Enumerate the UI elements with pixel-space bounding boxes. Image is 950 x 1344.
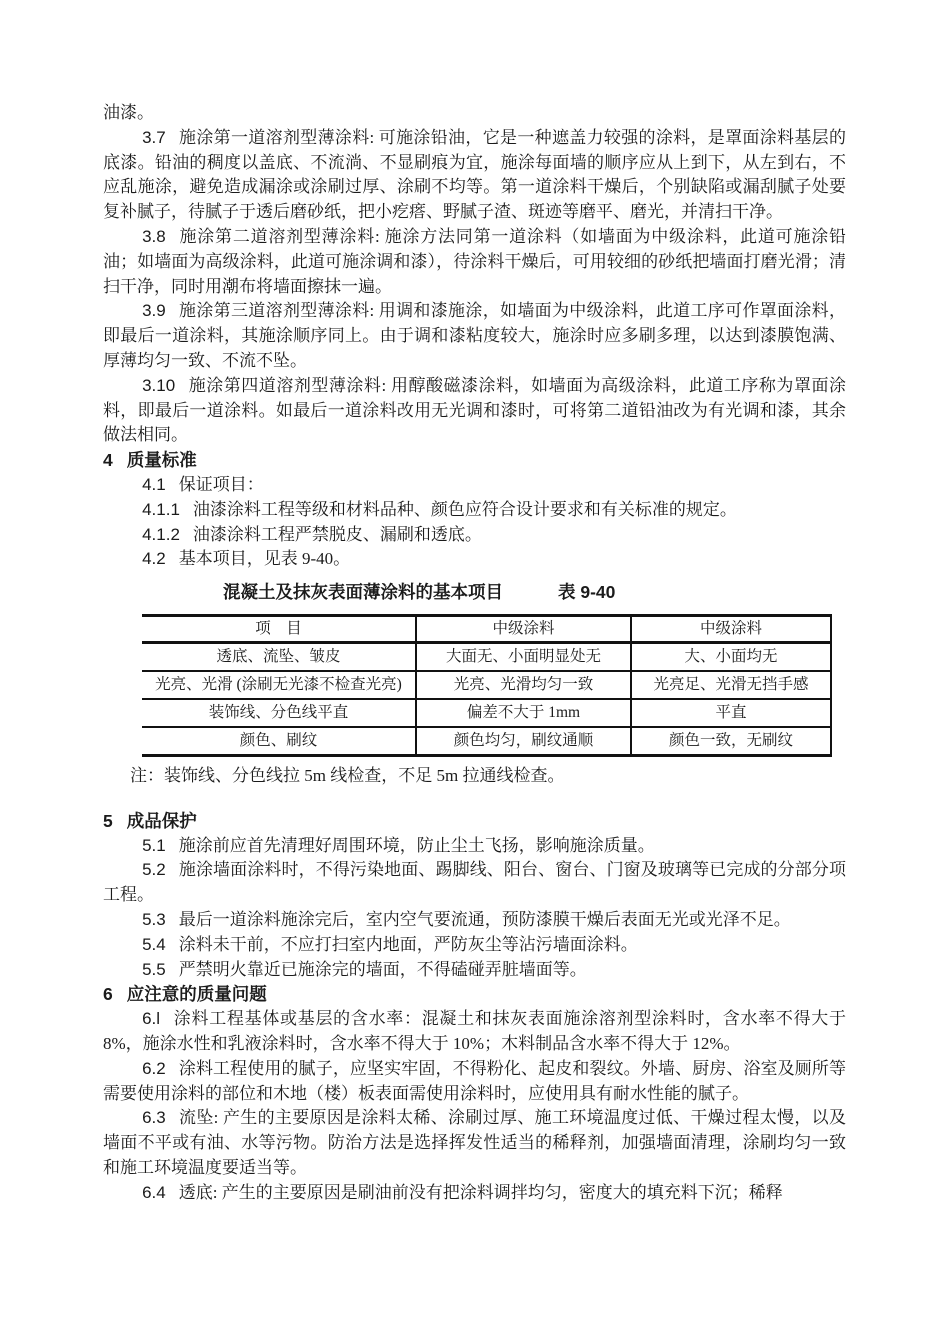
para-3-10 (103, 374, 846, 448)
section-number: 4 (103, 450, 113, 471)
table-row (142, 642, 831, 671)
para-text: 油漆涂料工程等级和材料品种、颜色应符合设计要求和有关标准的规定。 (192, 499, 737, 519)
section-4-heading (103, 448, 846, 473)
para-number: 6.3 (142, 1108, 166, 1128)
para-number: 4.1 (142, 474, 166, 494)
para-text: 严禁明火靠近已施涂完的墙面，不得磕碰弄脏墙面等。 (178, 959, 587, 979)
para-number: 3.7 (142, 127, 166, 147)
basic-items-table (142, 614, 832, 757)
table-row (142, 699, 831, 727)
para-text: 施涂前应首先清理好周围环境，防止尘土飞扬，影响施涂质量。 (178, 835, 655, 855)
para-number: 5.5 (142, 959, 166, 979)
table-header-row (142, 615, 831, 642)
para-number: 4.1.1 (142, 499, 180, 519)
para-number: 6.2 (142, 1058, 166, 1078)
para-text: 施涂第三道溶剂型薄涂料: 用调和漆施涂，如墙面为中级涂料，此道工序可作罩面涂料，即最后一道涂料，其施涂顺序同上。由于调和漆粘度较大，施涂时应多刷多理，以达到漆膜饱满、厚薄均匀一致、不流不坠。 (103, 301, 846, 370)
para-3-7 (103, 126, 846, 225)
para-5-3 (103, 908, 846, 933)
table-header-cell: 中级涂料 (416, 615, 631, 642)
table-cell: 光亮足、光滑无挡手感 (631, 671, 831, 699)
para-number: 5.4 (142, 934, 166, 954)
para-6-1 (103, 1007, 846, 1057)
table-cell: 装饰线、分色线平直 (142, 699, 416, 727)
table-header-cell: 中级涂料 (631, 615, 831, 642)
section-title: 质量标准 (126, 450, 197, 471)
para-5-5 (103, 958, 846, 983)
section-6-heading (103, 982, 846, 1007)
para-3-9 (103, 299, 846, 373)
para-5-1 (103, 834, 846, 859)
section-5-heading (103, 809, 846, 834)
para-text: 保证项目： (178, 474, 264, 494)
para-text: 油漆涂料工程严禁脱皮、漏刷和透底。 (192, 524, 482, 544)
para-4-1-2 (103, 523, 846, 548)
para-text: 施涂第四道溶剂型薄涂料: 用醇酸磁漆涂料，如墙面为高级涂料，此道工序称为罩面涂料，即最后一道涂料。如最后一道涂料改用无光调和漆时，可将第二道铅油改为有光调和漆，其余做法相同。 (103, 375, 846, 445)
para-3-8 (103, 225, 846, 299)
para-text: 涂料未干前，不应打扫室内地面，严防灰尘等沾污墙面涂料。 (178, 934, 638, 954)
para-number: 3.9 (142, 301, 166, 321)
para-text: 涂料工程使用的腻子，应坚实牢固，不得粉化、起皮和裂纹。外墙、厨房、浴室及厕所等需要使用涂料的部位和木地（楼）板表面需使用涂料时，应使用具有耐水性能的腻子。 (103, 1058, 846, 1103)
para-number: 5.1 (142, 835, 166, 855)
para-text: 施涂第二道溶剂型薄涂料: 施涂方法同第一道涂料（如墙面为中级涂料，此道可施涂铅油；如墙面为高级涂料，此道可施涂调和漆），待涂料干燥后，可用较细的砂纸把墙面打磨光滑；清扫干净，同时用潮布将墙面擦抹一遍。 (103, 226, 846, 296)
table-cell: 光亮、光滑均匀一致 (416, 671, 631, 699)
section-number: 6 (103, 984, 113, 1005)
para-number: 4.1.2 (142, 524, 180, 544)
table-note: 注：装饰线、分色线拉 5m 线检查，不足 5m 拉通线检查。 (130, 765, 565, 785)
table-cell: 平直 (631, 699, 831, 727)
table-caption (103, 580, 846, 605)
table-cell: 偏差不大于 1mm (416, 699, 631, 727)
para-text: 透底: 产生的主要原因是刷油前没有把涂料调拌均匀，密度大的填充料下沉；稀释 (178, 1182, 783, 1202)
para-5-2 (103, 858, 846, 908)
table-row (142, 727, 831, 756)
para-text: 基本项目，见表 9-40。 (178, 549, 351, 569)
para-text: 施涂墙面涂料时，不得污染地面、踢脚线、阳台、窗台、门窗及玻璃等已完成的分部分项工程。 (103, 860, 846, 905)
table-cell: 颜色、刷纹 (239, 732, 318, 750)
para-4-2 (103, 547, 846, 572)
para-text: 最后一道涂料施涂完后，室内空气要流通，预防漆膜干燥后表面无光或光泽不足。 (178, 909, 791, 929)
para-4-1-1 (103, 498, 846, 523)
table-cell: 大、小面均无 (631, 642, 831, 671)
table-cell: 颜色一致，无刷纹 (631, 727, 831, 756)
para-text: 施涂第一道溶剂型薄涂料: 可施涂铅油，它是一种遮盖力较强的涂料，是罩面涂料基层的底漆。铅油的稠度以盖底、不流淌、不显刷痕为宜，施涂每面墙的顺序应从上到下，从左到右，不应乱施涂，避免造成漏涂或涂刷过厚、涂刷不均等。第一道涂料干燥后，个别缺陷或漏刮腻子处要复补腻子，待腻子于透后磨砂纸，把小疙瘩、野腻子渣、斑迹等磨平、磨光，并清扫干净。 (103, 127, 846, 222)
para-number: 4.2 (142, 549, 166, 569)
table-title: 混凝土及抹灰表面薄涂料的基本项目 (223, 582, 503, 603)
para-6-3 (103, 1106, 846, 1180)
table-cell: 透底、流坠、皱皮 (142, 642, 416, 671)
table-number: 表 9-40 (558, 582, 616, 603)
table-header-cell: 项 目 (142, 615, 416, 642)
table-row (142, 671, 831, 699)
para-number: 3.10 (142, 375, 176, 395)
document-body (103, 101, 846, 1205)
para-text: 涂料工程基体或基层的含水率：混凝土和抹灰表面施涂溶剂型涂料时，含水率不得大于 8%，施涂水性和乳液涂料时，含水率不得大于 10%；木料制品含水率不得大于 12%。 (103, 1009, 846, 1053)
para-6-2 (103, 1057, 846, 1107)
leading-fragment: 油漆。 (103, 103, 154, 122)
para-number: 6.l (142, 1009, 161, 1029)
para-number: 5.2 (142, 860, 166, 880)
section-number: 5 (103, 810, 113, 831)
para-number: 5.3 (142, 909, 166, 929)
para-6-4 (103, 1181, 846, 1206)
para-5-4 (103, 933, 846, 958)
para-text: 流坠: 产生的主要原因是涂料太稀、涂刷过厚、施工环境温度过低、干燥过程太慢，以及墙面不平或有油、水等污物。防治方法是选择挥发性适当的稀释剂，加强墙面清理，涂刷均匀一致和施工环境温度要适当等。 (103, 1108, 846, 1177)
section-title: 应注意的质量问题 (126, 984, 267, 1005)
table-cell: 光亮、光滑 (涂刷无光漆不检查光亮) (142, 671, 416, 699)
table-cell: 大面无、小面明显处无 (416, 642, 631, 671)
para-4-1 (103, 473, 846, 498)
section-title: 成品保护 (126, 810, 197, 831)
para-number: 6.4 (142, 1182, 166, 1202)
para-number: 3.8 (142, 226, 166, 246)
table-cell: 颜色均匀，刷纹通顺 (416, 727, 631, 756)
